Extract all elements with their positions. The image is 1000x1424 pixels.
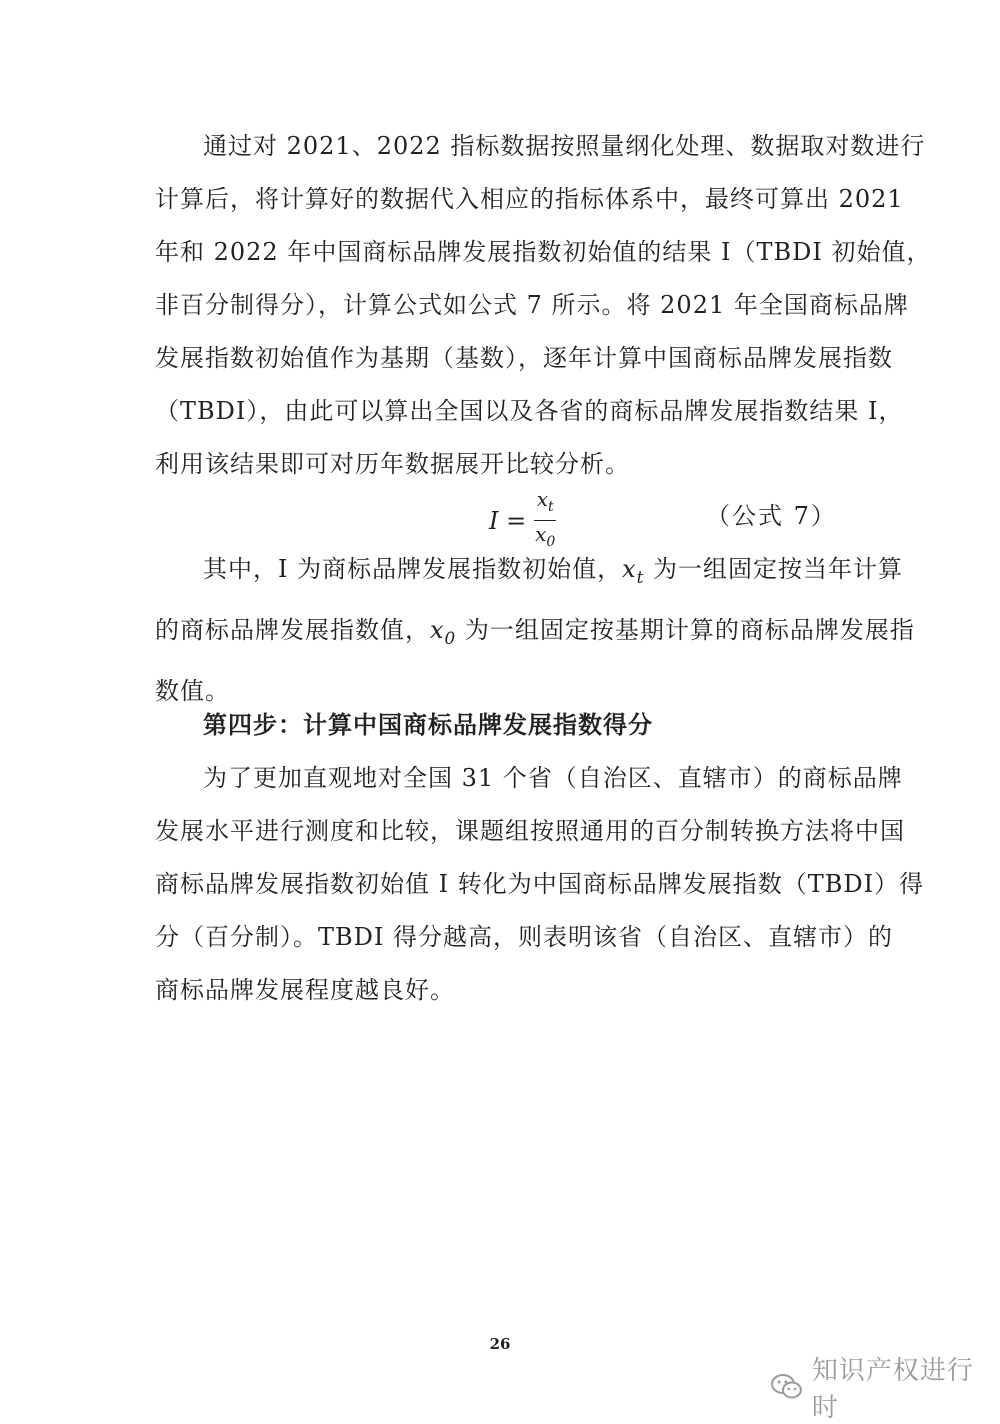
paragraph-line: 分（百分制）。TBDI 得分越高，则表明该省（自治区、直辖市）的 (155, 923, 893, 951)
paragraph-line: （TBDI），由此可以算出全国以及各省的商标品牌发展指数结果 I， (155, 397, 904, 425)
page-number: 26 (489, 1335, 511, 1353)
variable-x0: $x_0$ (430, 615, 457, 648)
step-four-heading: 第四步：计算中国商标品牌发展指数得分 (203, 710, 653, 739)
watermark (770, 1350, 1000, 1424)
paragraph-line: 发展指数初始值作为基期（基数），逐年计算中国商标品牌发展指数 (155, 344, 893, 372)
paragraph-line (155, 604, 915, 665)
paragraph-line: 利用该结果即可对历年数据展开比较分析。 (155, 450, 630, 478)
text-segment: 其中，I 为商标品牌发展指数初始值， (203, 555, 623, 583)
text-segment: 为一组固定按当年计算 (644, 555, 904, 583)
wechat-icon (770, 1372, 804, 1402)
formula-denominator: $x_0$ (535, 522, 556, 550)
watermark-text: 知识产权进行时 (811, 1356, 974, 1423)
formula-numerator: $x_t$ (536, 487, 554, 515)
paragraph-line: 非百分制得分），计算公式如公式 7 所示。将 2021 年全国商标品牌 (155, 291, 909, 319)
paragraph-score-conversion (155, 752, 925, 1017)
text-segment: 的商标品牌发展指数值， (155, 615, 430, 644)
variable-xt: $x_t$ (622, 555, 645, 587)
paragraph-line: 通过对 2021、2022 指标数据按照量纲化处理、数据取对数进行 (203, 132, 926, 160)
text-segment: 为一组固定按基期计算的商标品牌发展指 (456, 615, 915, 644)
paragraph-line: 年和 2022 年中国商标品牌发展指数初始值的结果 I（TBDI 初始值， (155, 238, 932, 266)
paragraph-line (155, 543, 904, 604)
paragraph-calculation (155, 120, 932, 491)
paragraph-line: 计算后，将计算好的数据代入相应的指标体系中，最终可算出 2021 (155, 185, 904, 213)
fraction-bar (534, 520, 556, 521)
paragraph-line: 发展水平进行测度和比较，课题组按照通用的百分制转换方法将中国 (155, 817, 905, 845)
paragraph-line: 商标品牌发展指数初始值 I 转化为中国商标品牌发展指数（TBDI）得 (155, 870, 925, 898)
formula-lhs: I = (489, 506, 527, 535)
paragraph-definitions (155, 543, 915, 718)
paragraph-line: 数值。 (155, 676, 230, 705)
paragraph-line: 为了更加直观地对全国 31 个省（自治区、直辖市）的商标品牌 (203, 764, 903, 792)
paragraph-line: 商标品牌发展程度越良好。 (155, 976, 455, 1004)
formula-label: （公式 7） (706, 502, 837, 530)
